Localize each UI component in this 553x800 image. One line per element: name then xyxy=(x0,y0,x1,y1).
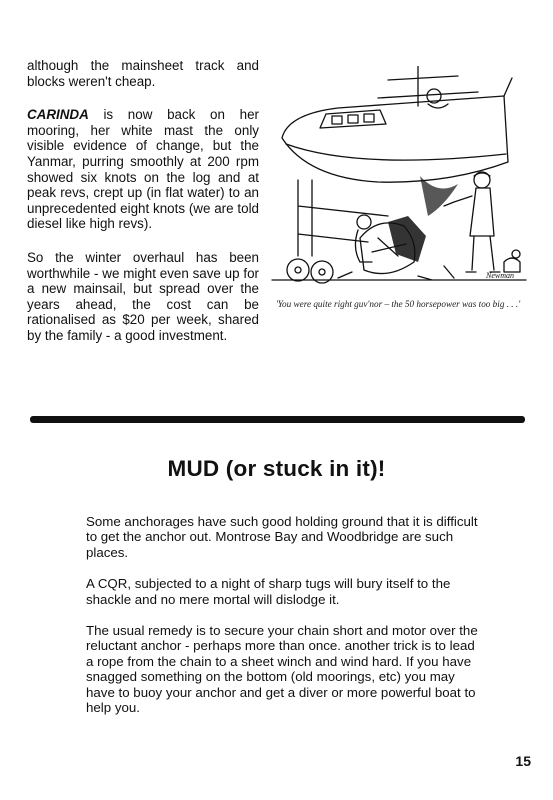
trailer-frame xyxy=(298,180,388,256)
section-divider xyxy=(30,416,525,423)
section-body xyxy=(86,514,480,731)
paragraph-cqr: A CQR, subjected to a night of sharp tugs will bury itself to the shackle and no mere mortal will dislodge it. xyxy=(86,576,451,607)
cartoon-signature: Newman xyxy=(486,271,514,280)
boat-cabin xyxy=(320,110,386,128)
dog xyxy=(504,258,520,272)
page-number: 15 xyxy=(515,753,531,769)
boat-name: CARINDA xyxy=(27,107,89,123)
section-heading: MUD (or stuck in it)! xyxy=(167,456,386,481)
paragraph-remedy: The usual remedy is to secure your chain short and motor over the reluctant anchor - perhaps more than once. another trick is to lead a rope from the chain to a sheet winch and wind hard. If you have snagged something on the bottom (old moorings, etc) you may have to buoy your anchor and get a diver or more powerful boat to help you. xyxy=(86,623,478,716)
left-column-text xyxy=(27,58,259,361)
paragraph-overhaul: So the winter overhaul has been worthwhile - we might even save up for a new mainsail, but spread over the years ahead, the cost can be rationalised as $20 per week, shared by the family - a good investment. xyxy=(27,249,259,343)
paragraph-mainsheet: although the mainsheet track and blocks weren't cheap. xyxy=(27,58,259,89)
boat-hull xyxy=(282,96,508,182)
paragraph-carinda xyxy=(27,107,259,232)
cartoon-caption: 'You were quite right guv'nor – the 50 horsepower was too big . . .' xyxy=(275,299,521,309)
paragraph-holding-ground: Some anchorages have such good holding ground that it is difficult to get the anchor out. Montrose Bay and Woodbridge are such places. xyxy=(86,514,478,560)
paragraph-carinda-text: is now back on her mooring, her white mast the only visible evidence of change, but the Yanmar, purring smoothly at 200 rpm showed six knots on the log and at peak revs, crept up (in flat water) to an unprecedented eight knots (we are told diesel like high revs). xyxy=(27,107,259,232)
cartoon-illustration xyxy=(268,66,530,296)
